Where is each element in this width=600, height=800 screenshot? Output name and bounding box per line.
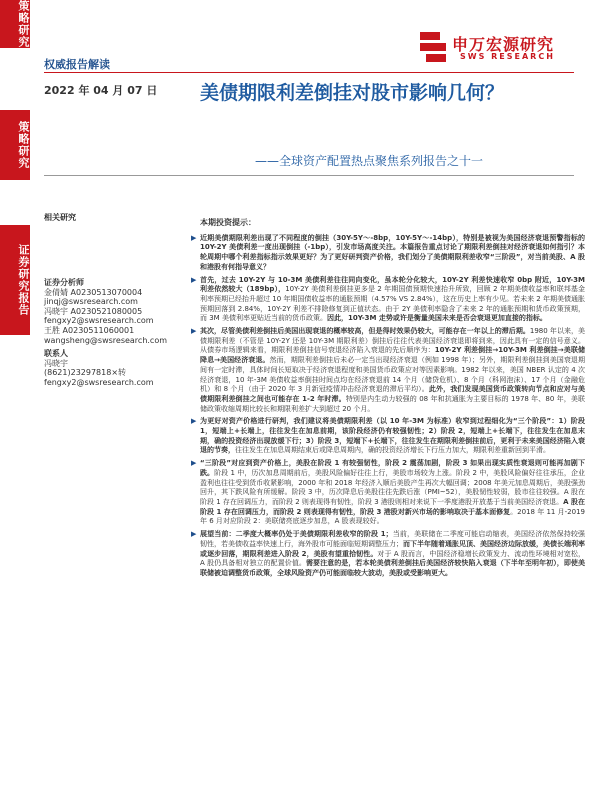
section-title: 本期投资提示： xyxy=(200,218,256,227)
sws-logo-mark-icon xyxy=(420,32,446,62)
report-title: 美债期限利差倒挂对股市影响几何？ xyxy=(200,82,505,104)
paragraph xyxy=(191,327,586,414)
bold-text-run: 因此，10Y-3M 走势或许是衡量美国未来是否会衰退更加直接的指标。 xyxy=(326,314,547,323)
paragraph-list xyxy=(191,233,586,579)
paragraph xyxy=(191,530,585,579)
analyst-email[interactable]: jinqj@swsresearch.com xyxy=(44,297,138,307)
bold-text-run: 近期美债期限利差出现了不同程度的倒挂（30Y-5Y～-8bp，10Y-5Y～-14bp），特别是被视为美国经济衰退预警指标的 10Y-2Y 美债利差一度出现倒挂（-1bp），引发市场高度关注。本篇报告重点讨论了期限利差倒挂对经济衰退如何指引？本轮周期中哪个利差指标指示效果更好？为了更好研判资产价格，我们划分了美债期限利差收窄“三阶段”，对当前美股、A 股和港股有何指导意义？ xyxy=(200,233,585,271)
contact-phone: (8621)23297818×转 xyxy=(44,368,127,378)
sidebar-tab-report-type: 证券研究报告 xyxy=(0,225,30,335)
bullet-triangle-icon: ▶ xyxy=(191,233,197,242)
text-run: 特别是内生动力较强的 08 年和抗通胀为主要目标的 1978 年、80 年，美联储政策收缩周期比较长和期限利差扩大到超过 20 个月。 xyxy=(200,394,585,413)
report-subtitle: ——全球资产配置热点聚焦系列报告之十一 xyxy=(255,154,484,168)
analyst-block xyxy=(44,278,167,388)
text-run: 1980 年以来，美债期限利差（不管是 10Y-2Y 还是 10Y-3M 期限利差）倒挂后往往代表美国经济衰退即将到来，因此具有一定的信号意义。从债券市场逻辑来看，期限利差倒挂信号衰退经济陷入衰退的先后顺序为： xyxy=(200,327,586,355)
bullet-triangle-icon: ▶ xyxy=(191,459,197,468)
sws-logo xyxy=(420,30,570,70)
contact-heading: 联系人 xyxy=(44,349,68,359)
contact-email[interactable]: fengxy2@swsresearch.com xyxy=(44,377,154,387)
header-divider xyxy=(44,72,574,73)
bullet-triangle-icon: ▶ xyxy=(191,417,197,426)
text-run: 阶段 1 中，历次加息周期前后，美股风险偏好往往上行，美股市场较为上涨。阶段 2 中，美股风险偏好往往承压，企业盈利也往往受到货币收紧影响，2000 年和 2018 年经济入顺后美股产生再次大幅回调；2008 年美元加息周期后，美股强劲回升，其下跌风险有所缓解。阶段 3 中，历次降息后美股往往先跌后涨（PMI~52），美股韧性较弱，股市往往较强。A 股在阶段 1 存在回调压力，而阶段 2 则表现得有韧性，阶段 3 港股则相对来说下一季度港股开放基于当前美国经济衰退。 xyxy=(200,468,586,506)
bold-text-run: 此外，我们发现美国货币政策转向节点和应对与美债期限利差倒挂之间也可能存在 1-2 年时滞。 xyxy=(200,385,585,403)
text-run: 往往发生在加息周期结束后或降息周期内，确的投资经济增长下行压力加大，期限利差重新回到平滑。 xyxy=(235,446,550,455)
bold-text-run: 为更好对资产价格进行研判，我们建议将美债期限利差（以 10 年-3M 为标准）收窄到过程细化为“三个阶段”：1）阶段 1，短端上+长端上，往往发生在加息前期，该阶段经济仍有较强韧性；2）阶段 2，短端上+长端下，往往发生在加息末期，确的投资经济出现放缓下行；3）阶段 3，短端下+长端下，往往发生在期限利差倒挂前后，更利于未来美国经济陷入衰退的节奏， xyxy=(200,417,585,455)
bold-text-run: “三阶段”对应到资产价格上，美股在阶段 1 有较强韧性，阶段 2 震荡加剧，阶段 3 如果出现实质性衰退则可能再加剧下跌。 xyxy=(200,459,585,477)
related-research-label: 相关研究 xyxy=(44,213,76,222)
bold-text-run: 需要注意的是，若本轮美债利差倒挂后美国经济较快陷入衰退（下半年至明年初），即使美联储被迫调整货币政策，全球风险资产仍可能面临较大波动，美股或受影响更大。 xyxy=(200,559,585,577)
bullet-triangle-icon: ▶ xyxy=(191,275,197,284)
document-type: 权威报告解读 xyxy=(44,58,110,71)
analyst-heading: 证券分析师 xyxy=(44,278,84,287)
report-date: 2022 年 04 月 07 日 xyxy=(44,84,158,97)
sidebar-tab-strategy: 策略研究 xyxy=(0,0,30,48)
bold-text-run: 而下半年随着通胀见顶、美国经济边际放缓，美债长端利率或逐步回落，期限利差进入阶段 2，美股有望重拾韧性。 xyxy=(200,539,585,558)
analyst-line: 王胜 A0230511060001 xyxy=(44,325,135,335)
paragraph xyxy=(191,275,586,325)
paragraph xyxy=(191,417,585,456)
bullet-triangle-icon: ▶ xyxy=(191,327,197,336)
brand-name-cn: 申万宏源研究 xyxy=(452,35,555,54)
sidebar-tab-strategy-research: 策略研究 xyxy=(0,110,30,180)
text-run: 然而，期限利差倒挂后未必一定当出现经济衰退（例如 1998 年）；另外，期限利差倒挂到美国衰退期间有一定时滞，具体时间长短取决于经济衰退程度和美国货币政策应对等因素影响。1982 年以来，美国 NBER 认定的 4 次经济衰退，10 年-3M 美债收益率倒挂时间点均在经济衰退前 14 个月（储贷危机）、8 个月（科网泡沫）、17 个月（金融危机）和 8 个月（由于 2020 年 3 月新冠疫情冲击经济衰退的滞后平均）。 xyxy=(200,356,585,394)
bold-text-run: 10Y-2Y 利差倒挂→10Y-3M 利差倒挂→美联储降息→美国经济衰退。 xyxy=(200,346,585,365)
title-divider xyxy=(44,175,574,176)
analyst-line: 冯晓宇 A0230521080005 xyxy=(44,306,143,316)
bold-text-run: 其次，尽管美债利差倒挂后美国出现衰退的概率较高，但是得时效果仍较大，可能存在一年以上的滞后期。 xyxy=(200,327,530,336)
text-run: 当前，美联储在二季度可能启动缩表，美国经济依然保持较强韧性，若美债收益率快速上行，海外股市可能面临短期调整压力； xyxy=(200,530,585,548)
left-sidebar xyxy=(0,0,30,800)
investment-highlights xyxy=(191,218,586,582)
text-run: 对于 A 股而言，中国经济稳增长政策发力、流动性环境相对宽松，A 股仍具备相对独立的配置价值。 xyxy=(200,549,585,568)
paragraph xyxy=(191,233,585,273)
text-run: 。2018 年 11 月-2019 年 6 月对应阶段 2：美联储亮底逐步加息，A 股表现较好。 xyxy=(200,507,585,526)
analyst-email[interactable]: wangsheng@swsresearch.com xyxy=(44,335,168,345)
bold-text-run: A 股在阶段 1 存在回调压力，而阶段 2 则表现得有韧性，阶段 3 港股对新兴市场的影响取决于基本面修复 xyxy=(200,497,585,516)
bold-text-run: 展望当前：二季度大概率仍处于美债期限利差收窄的阶段 1； xyxy=(200,530,393,539)
contact-line: 冯晓宇 xyxy=(44,358,68,368)
analyst-email[interactable]: fengxy2@swsresearch.com xyxy=(44,316,154,326)
text-run: 10Y-2Y 美债利差倒挂更多是 2 年期国债预期快速抬升所致，回顾 2 年期美债收益率和联邦基金利率预期已经抬升超过 10 年期国债收益率的通胀预期（4.57% VS 2.84%），这在历史上率有少见。若未来 2 年期美债通胀预期回落到 2.84%，10Y-2Y 利差不排除修复到正值状态。由于 2Y 美债利率隐含了未来 2 年的通胀预期和货币政策预期，而 3M 美债利率更贴近当前的货币政策。 xyxy=(200,285,586,323)
analyst-line: 金倩婧 A0230513070004 xyxy=(44,287,143,297)
brand-name-en: SWS RESEARCH xyxy=(460,52,555,61)
paragraph xyxy=(191,459,586,527)
bullet-triangle-icon: ▶ xyxy=(191,530,197,539)
bold-text-run: 首先，过去 10Y-2Y 与 10-3M 美债利差往往同向变化，虽本轮分化较大，10Y-2Y 利差快速收窄 0bp 附近，10Y-3M 利差依然较大（189bp）， xyxy=(200,275,585,294)
